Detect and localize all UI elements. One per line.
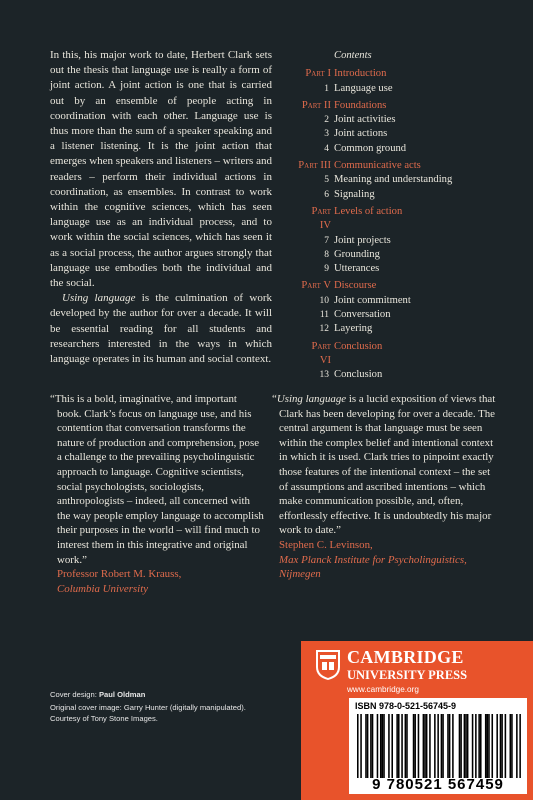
part-label: Part III bbox=[298, 160, 331, 172]
contents-chapter bbox=[298, 142, 498, 156]
part-title: Communicative acts bbox=[334, 160, 421, 172]
part-title: Introduction bbox=[334, 68, 387, 80]
contents-chapter bbox=[298, 262, 498, 276]
chapter-title: Joint actions bbox=[334, 128, 388, 140]
contents-heading: Contents bbox=[334, 50, 372, 61]
contents-chapter bbox=[298, 188, 498, 202]
review-quote-krauss bbox=[50, 392, 264, 596]
chapter-title: Utterances bbox=[334, 263, 380, 275]
publisher-press: UNIVERSITY PRESS bbox=[347, 668, 468, 682]
contents-list bbox=[298, 67, 498, 382]
table-of-contents bbox=[298, 49, 498, 383]
contents-chapter bbox=[298, 113, 498, 127]
quote-text bbox=[272, 392, 498, 538]
quote-author: Professor Robert M. Krauss, bbox=[57, 568, 182, 581]
chapter-title: Meaning and understanding bbox=[334, 174, 453, 186]
quote-author: Stephen C. Levinson, bbox=[279, 538, 373, 551]
image-courtesy: Courtesy of Tony Stone Images. bbox=[50, 713, 158, 723]
publisher-panel bbox=[301, 641, 533, 800]
chapter-number: 11 bbox=[319, 310, 329, 321]
contents-chapter bbox=[298, 294, 498, 308]
contents-chapter bbox=[298, 127, 498, 141]
quote-body: is a lucid exposition of views that Clark has been developing for over a decade. The central argument is that language must be seen within the complex belief and intentional context in which it is used. Clark tries to pinpoint exactly those features of the intentional context – the set of assumptions and ascribed intentions – which make communication possible, and, often, effortlessly effective. It is undoubtedly his major work to date.” bbox=[279, 393, 496, 537]
blurb-paragraph-2 bbox=[50, 291, 272, 367]
isbn-box bbox=[349, 698, 527, 794]
quote-text: “This is a bold, imaginative, and important book. Clark’s focus on language use, and his contention that conversation transforms the nature of production and comprehension, pose a challenge to the prevailing psycholinguistic approach to language. Cognitive scientists, social psychologists, sociologists, anthropologists – indeed, all concerned with the way people employ language to accomplish their purposes in the world – will find much to interest them in this integrative and original work.” bbox=[50, 393, 264, 566]
part-title: Discourse bbox=[334, 280, 377, 292]
blurb-book-title: Using language bbox=[62, 292, 136, 305]
chapter-number: 6 bbox=[324, 189, 329, 200]
blurb-paragraph-2-text: is the culmination of work developed by the author for over a decade. It will be essential reading for all students and researchers interested in the ways in which language operates in its human and social context. bbox=[50, 292, 272, 366]
part-title: Foundations bbox=[334, 99, 387, 111]
design-credit-label: Cover design: bbox=[50, 690, 97, 699]
part-title: Levels of action bbox=[334, 205, 403, 217]
chapter-number: 2 bbox=[324, 115, 329, 126]
back-cover-blurb bbox=[50, 48, 272, 367]
chapter-number: 10 bbox=[319, 295, 329, 306]
chapter-title: Conclusion bbox=[334, 369, 383, 381]
contents-chapter bbox=[298, 368, 498, 382]
chapter-number: 4 bbox=[324, 143, 329, 154]
contents-part bbox=[298, 159, 498, 173]
publisher-website: www.cambridge.org bbox=[347, 685, 419, 694]
cambridge-crest-icon bbox=[315, 649, 341, 681]
design-credit bbox=[50, 690, 290, 700]
chapter-title: Joint commitment bbox=[334, 294, 411, 306]
contents-chapter bbox=[298, 82, 498, 96]
isbn-label: ISBN 978-0-521-56745-9 bbox=[355, 701, 457, 711]
image-credit: Original cover image: Garry Hunter (digitally manipulated). bbox=[50, 703, 246, 713]
chapter-number: 9 bbox=[324, 264, 329, 275]
chapter-title: Conversation bbox=[334, 309, 391, 321]
chapter-number: 8 bbox=[324, 249, 329, 260]
quote-affiliation: Columbia University bbox=[57, 582, 149, 595]
quote-affiliation: Max Planck Institute for Psycholinguistics, Nijmegen bbox=[279, 553, 467, 581]
contents-chapter bbox=[298, 308, 498, 322]
part-label: Part I bbox=[305, 68, 331, 80]
quote-book-title: Using language bbox=[276, 393, 347, 405]
contents-part bbox=[298, 340, 498, 369]
quote-open-mark: “ bbox=[272, 393, 277, 405]
cover-credits bbox=[50, 690, 290, 724]
chapter-number: 1 bbox=[324, 83, 329, 94]
blurb-paragraph-1: In this, his major work to date, Herbert Clark sets out the thesis that language use is really a form of joint action. A joint action is one that is carried out by an ensemble of people acting in coordination with each other. Language use is thus more than the sum of a speaker speaking and a listener listening. It is the joint action that emerges when speakers and listeners – writers and readers – perform their individual actions in coordination, as ensembles. In contrast to work within the cognitive sciences, which has seen language use as an individual process, and to work within the social sciences, which has seen it as a social process, the author argues strongly that language use embodies both the individual and the social. bbox=[50, 49, 272, 290]
contents-chapter bbox=[298, 234, 498, 248]
part-label: Part V bbox=[301, 280, 331, 292]
part-label: Part VI bbox=[311, 340, 331, 366]
review-quote-levinson bbox=[272, 392, 498, 582]
chapter-title: Language use bbox=[334, 82, 393, 94]
barcode-number: 9 780521 567459 bbox=[372, 776, 504, 793]
contents-part bbox=[298, 279, 498, 293]
contents-chapter bbox=[298, 248, 498, 262]
publisher-name: CAMBRIDGE bbox=[347, 647, 464, 667]
contents-part bbox=[298, 99, 498, 113]
designer-name: Paul Oldman bbox=[98, 690, 146, 699]
part-title: Conclusion bbox=[334, 340, 383, 352]
chapter-number: 3 bbox=[324, 129, 329, 140]
chapter-number: 12 bbox=[319, 324, 329, 335]
part-label: Part II bbox=[301, 99, 331, 111]
chapter-title: Signaling bbox=[334, 188, 375, 200]
contents-chapter bbox=[298, 322, 498, 336]
contents-part bbox=[298, 67, 498, 81]
chapter-title: Joint projects bbox=[334, 234, 391, 246]
part-label: Part IV bbox=[311, 205, 331, 232]
chapter-title: Grounding bbox=[334, 248, 380, 260]
contents-part bbox=[298, 205, 498, 234]
contents-chapter bbox=[298, 173, 498, 187]
chapter-title: Layering bbox=[334, 323, 373, 335]
chapter-title: Joint activities bbox=[334, 114, 396, 126]
chapter-number: 13 bbox=[319, 370, 329, 381]
chapter-number: 5 bbox=[324, 175, 329, 186]
barcode-icon bbox=[357, 714, 521, 778]
chapter-title: Common ground bbox=[334, 142, 407, 154]
chapter-number: 7 bbox=[324, 235, 329, 246]
